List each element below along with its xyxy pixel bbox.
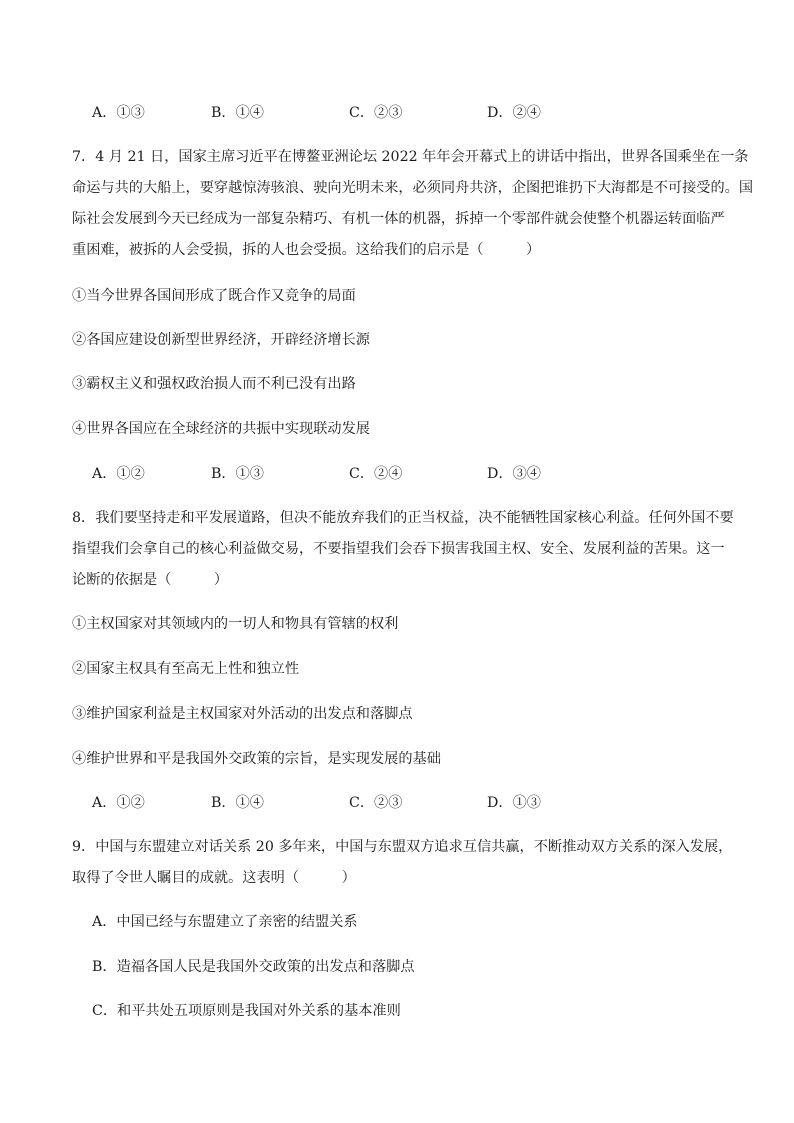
q9-stem bbox=[72, 837, 733, 899]
q8-stem-line: 指望我们会拿自己的核心利益做交易，不要指望我们会吞下损害我国主权、安全、发展利益的苦果。这一 bbox=[72, 541, 725, 557]
q8-statement-4: ④维护世界和平是我国外交政策的宗旨，是实现发展的基础 bbox=[72, 751, 441, 767]
q7-stem-line: 7．4 月 21 日，国家主席习近平在博鳌亚洲论坛 2022 年年会开幕式上的讲话中指出，世界各国乘坐在一条 bbox=[72, 149, 749, 165]
q7-stem bbox=[72, 147, 754, 271]
q8-statement-3: ③维护国家利益是主权国家对外活动的出发点和落脚点 bbox=[72, 706, 413, 722]
q7-stem-line: 际社会发展到今天已经成为一部复杂精巧、有机一体的机器，拆掉一个零部件就会使整个机器运转面临严 bbox=[72, 211, 725, 227]
q9-stem-line: 取得了令世人瞩目的成就。这表明（ ） bbox=[72, 870, 356, 886]
q6-option-d: D．②④ bbox=[487, 105, 541, 121]
q8-statement-1: ①主权国家对其领域内的一切人和物具有管辖的权利 bbox=[72, 616, 399, 632]
q6-option-b: B．①④ bbox=[211, 105, 264, 121]
q8-statement-2: ②国家主权具有至高无上性和独立性 bbox=[72, 661, 300, 677]
q7-option-b: B．①③ bbox=[211, 466, 264, 482]
q9-option-a: A．中国已经与东盟建立了亲密的结盟关系 bbox=[92, 914, 358, 930]
q7-stem-line: 重困难，被拆的人会受损，拆的人也会受损。这给我们的启示是（ ） bbox=[72, 242, 541, 258]
q8-option-a: A．①② bbox=[92, 795, 145, 811]
q7-statement-3: ③霸权主义和强权政治损人而不利已没有出路 bbox=[72, 376, 356, 392]
q8-option-c: C．②③ bbox=[349, 795, 403, 811]
q9-stem-line: 9．中国与东盟建立对话关系 20 多年来，中国与东盟双方追求互信共赢，不断推动双方关系的深入发展， bbox=[72, 839, 733, 855]
q7-statement-4: ④世界各国应在全球经济的共振中实现联动发展 bbox=[72, 421, 370, 437]
q7-statement-2: ②各国应建设创新型世界经济，开辟经济增长源 bbox=[72, 332, 370, 348]
q8-option-d: D．①③ bbox=[487, 795, 541, 811]
q8-stem-line: 论断的依据是（ ） bbox=[72, 572, 229, 588]
q8-option-b: B．①④ bbox=[211, 795, 264, 811]
q6-option-a: A．①③ bbox=[92, 105, 145, 121]
q9-option-c: C．和平共处五项原则是我国对外关系的基本准则 bbox=[92, 1003, 401, 1019]
q7-option-a: A．①② bbox=[92, 466, 145, 482]
q8-stem-line: 8．我们要坚持走和平发展道路，但决不能放弃我们的正当权益，决不能牺牲国家核心利益。任何外国不要 bbox=[72, 510, 734, 526]
q7-option-c: C．②④ bbox=[349, 466, 403, 482]
q9-option-b: B．造福各国人民是我国外交政策的出发点和落脚点 bbox=[92, 959, 415, 975]
q7-statement-1: ①当今世界各国间形成了既合作又竞争的局面 bbox=[72, 288, 356, 304]
q7-stem-line: 命运与共的大船上，要穿越惊涛骇浪、驶向光明未来，必须同舟共济，企图把谁扔下大海都是不可接受的。国 bbox=[72, 180, 754, 196]
q6-option-c: C．②③ bbox=[349, 105, 403, 121]
q8-stem bbox=[72, 508, 734, 601]
q7-option-d: D．③④ bbox=[487, 466, 541, 482]
